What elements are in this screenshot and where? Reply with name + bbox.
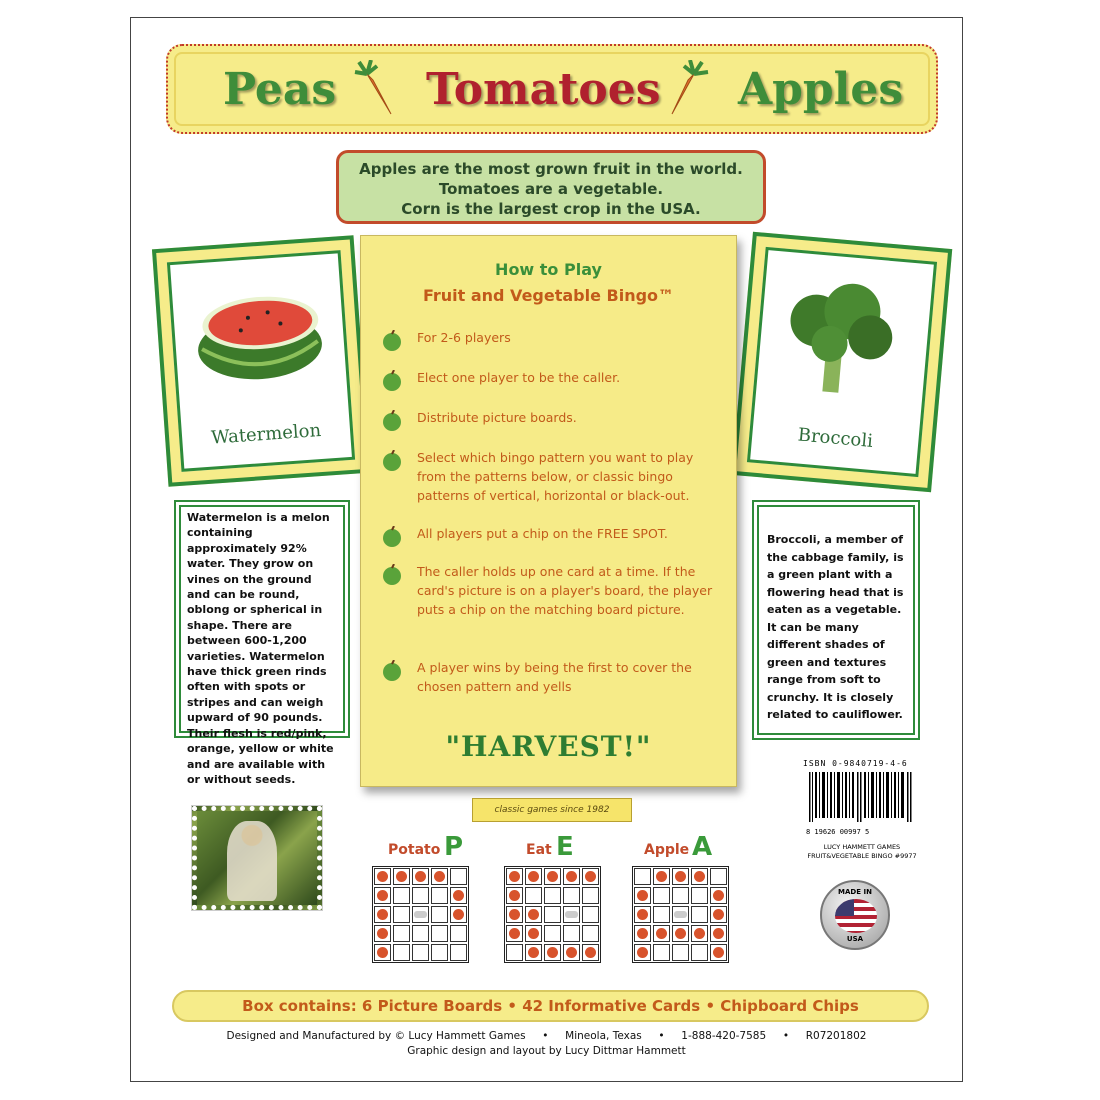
chip-cell [544, 944, 561, 961]
apple-icon [381, 370, 403, 392]
chip-cell [506, 887, 523, 904]
broccoli-image [770, 267, 911, 408]
rule-item: The caller holds up one card at a time. If the card's picture is on a player's board, the player puts a chip on the matching board picture. [381, 562, 726, 658]
empty-cell [431, 944, 448, 961]
rule-item: Elect one player to be the caller. [381, 368, 726, 408]
empty-cell [506, 944, 523, 961]
watermelon-card [152, 235, 370, 487]
chip-cell [525, 906, 542, 923]
chip-cell [634, 944, 651, 961]
empty-cell [393, 944, 410, 961]
bingo-pattern-board [632, 832, 732, 988]
footer-credits: Designed and Manufactured by © Lucy Hammett Games • Mineola, Texas • 1-888-420-7585 • R07201802 [226, 1030, 867, 1042]
chip-cell [582, 868, 599, 885]
rules-list [381, 328, 726, 698]
chip-cell [710, 925, 727, 942]
empty-cell [653, 944, 670, 961]
bingo-pattern-board [372, 832, 472, 988]
bingo-pattern-word: Eat [526, 842, 552, 858]
fact-line: Tomatoes are a vegetable. [438, 180, 664, 198]
chip-cell [672, 925, 689, 942]
empty-cell [412, 925, 429, 942]
chip-cell [450, 887, 467, 904]
carrot-icon [353, 60, 399, 120]
author-photo [192, 806, 322, 910]
bingo-grid [372, 866, 469, 963]
how-to-play-panel [360, 235, 737, 787]
bingo-pattern-letter: P [444, 832, 464, 862]
chip-cell [431, 868, 448, 885]
empty-cell [653, 887, 670, 904]
chip-cell [563, 868, 580, 885]
empty-cell [450, 925, 467, 942]
bingo-pattern-letter: A [692, 832, 713, 862]
rule-item: For 2-6 players [381, 328, 726, 368]
apple-icon [381, 564, 403, 586]
empty-cell [431, 887, 448, 904]
broccoli-card [732, 232, 953, 493]
barcode-company: LUCY HAMMETT GAMES FRUIT&VEGETABLE BINGO #9977 [807, 843, 917, 860]
classic-games-ribbon: classic games since 1982 [472, 798, 632, 822]
facts-box [336, 150, 766, 224]
carrot-icon [664, 60, 710, 120]
empty-cell [393, 925, 410, 942]
chip-cell [544, 868, 561, 885]
barcode [809, 772, 913, 822]
bingo-pattern-letter: E [556, 832, 574, 862]
empty-cell [525, 887, 542, 904]
chip-cell [374, 887, 391, 904]
rule-item: Select which bingo pattern you want to play from the patterns below, or classic bingo patterns of vertical, horizontal or black-out. [381, 448, 726, 524]
chip-cell [374, 925, 391, 942]
fact-line: Corn is the largest crop in the USA. [401, 200, 701, 218]
rule-item: All players put a chip on the FREE SPOT. [381, 524, 726, 562]
chip-cell [634, 887, 651, 904]
chip-cell [506, 868, 523, 885]
empty-cell [393, 887, 410, 904]
chip-cell [450, 906, 467, 923]
us-flag-icon [835, 899, 877, 933]
empty-cell [672, 944, 689, 961]
watermelon-card-label: Watermelon [210, 420, 322, 449]
empty-cell [450, 868, 467, 885]
chip-cell [653, 925, 670, 942]
watermelon-info: Watermelon is a melon containing approximately 92% water. They grow on vines on the ground and can be round, oblong or spherical in shape. There are between 600-1,200 varieties. Watermelon have thick green rinds often with spots or stripes and can weigh upward of 90 pounds. Their flesh is red/pink, orange, yellow or white and are available with or without seeds. [179, 505, 345, 733]
empty-cell [393, 906, 410, 923]
game-title: Fruit and Vegetable Bingo™ [422, 286, 675, 305]
chip-cell [374, 906, 391, 923]
chip-cell [525, 925, 542, 942]
chip-cell [412, 868, 429, 885]
bingo-grid [632, 866, 729, 963]
made-in-usa-seal: MADE IN USA [820, 880, 890, 950]
bingo-pattern-word: Apple [644, 842, 690, 858]
empty-cell [544, 925, 561, 942]
how-to-play-heading: How to Play [495, 260, 602, 279]
free-spot [672, 906, 689, 923]
apple-icon [381, 526, 403, 548]
empty-cell [563, 887, 580, 904]
empty-cell [691, 906, 708, 923]
chip-cell [710, 887, 727, 904]
empty-cell [431, 925, 448, 942]
title-banner [166, 44, 938, 134]
empty-cell [450, 944, 467, 961]
chip-cell [525, 944, 542, 961]
broccoli-info: Broccoli, a member of the cabbage family, is a green plant with a flowering head that is eaten as a vegetable. It can be many different shades of green and textures range from soft to crunchy. It is closely related to cauliflower. [757, 505, 915, 735]
chip-cell [672, 868, 689, 885]
chip-cell [691, 925, 708, 942]
apple-icon [381, 410, 403, 432]
bingo-grid [504, 866, 601, 963]
empty-cell [582, 925, 599, 942]
chip-cell [653, 868, 670, 885]
empty-cell [710, 868, 727, 885]
empty-cell [582, 906, 599, 923]
harvest-text: "HARVEST!" [445, 730, 652, 763]
empty-cell [563, 925, 580, 942]
empty-cell [544, 887, 561, 904]
broccoli-card-label: Broccoli [796, 424, 874, 452]
footer-design-credit: Graphic design and layout by Lucy Dittmar Hammett [407, 1045, 686, 1057]
chip-cell [634, 925, 651, 942]
free-spot [412, 906, 429, 923]
empty-cell [672, 887, 689, 904]
fact-line: Apples are the most grown fruit in the world. [359, 160, 743, 178]
apple-icon [381, 330, 403, 352]
chip-cell [634, 906, 651, 923]
chip-cell [582, 944, 599, 961]
banner-word-peas: Peas [223, 64, 337, 115]
rule-item: A player wins by being the first to cover the chosen pattern and yells [381, 658, 726, 698]
rule-item: Distribute picture boards. [381, 408, 726, 448]
chip-cell [506, 925, 523, 942]
barcode-number: 8 19626 00997 5 [806, 828, 870, 836]
chip-cell [506, 906, 523, 923]
isbn-text: ISBN 0-9840719-4-6 [803, 759, 908, 768]
chip-cell [710, 906, 727, 923]
empty-cell [634, 868, 651, 885]
bingo-pattern-word: Potato [388, 842, 441, 858]
empty-cell [691, 944, 708, 961]
empty-cell [691, 887, 708, 904]
free-spot [563, 906, 580, 923]
empty-cell [653, 906, 670, 923]
banner-word-tomatoes: Tomatoes [426, 64, 661, 115]
chip-cell [710, 944, 727, 961]
chip-cell [393, 868, 410, 885]
chip-cell [563, 944, 580, 961]
apple-icon [381, 660, 403, 682]
empty-cell [412, 944, 429, 961]
chip-cell [691, 868, 708, 885]
chip-cell [374, 944, 391, 961]
bingo-pattern-board [504, 832, 604, 988]
box-contents: Box contains: 6 Picture Boards • 42 Informative Cards • Chipboard Chips [172, 990, 929, 1022]
empty-cell [544, 906, 561, 923]
apple-icon [381, 450, 403, 472]
chip-cell [525, 868, 542, 885]
empty-cell [582, 887, 599, 904]
empty-cell [412, 887, 429, 904]
watermelon-image [186, 278, 333, 388]
empty-cell [431, 906, 448, 923]
banner-word-apples: Apples [738, 64, 904, 115]
chip-cell [374, 868, 391, 885]
